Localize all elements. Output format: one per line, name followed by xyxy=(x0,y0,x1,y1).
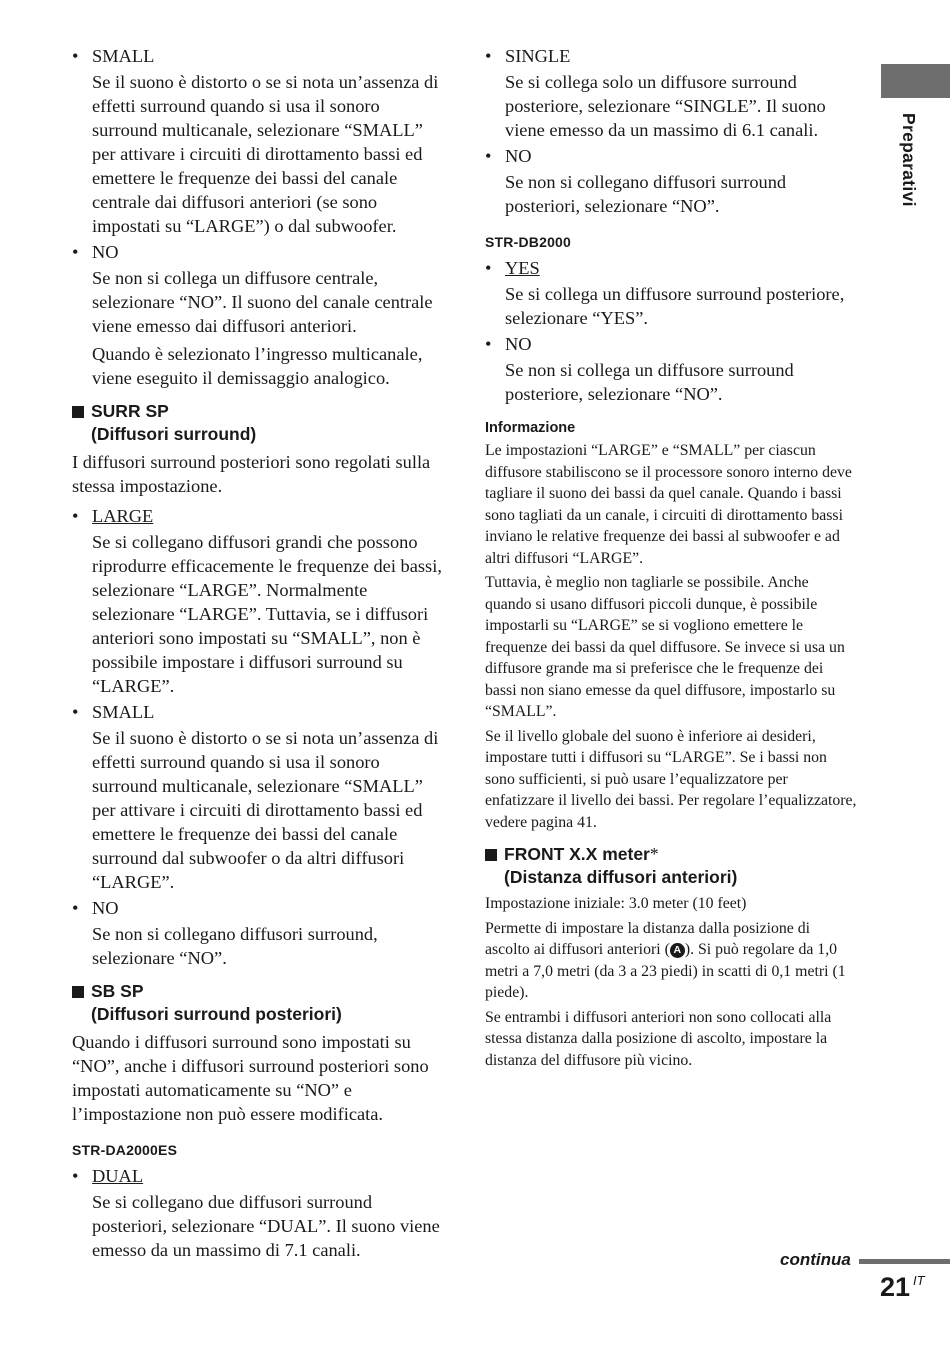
option-label: SMALL xyxy=(92,702,155,722)
option-description: Se non si collegano diffusori surround, selezionare “NO”. xyxy=(92,924,378,968)
heading-title: SB SP xyxy=(91,981,144,1001)
model-label: STR-DB2000 xyxy=(485,234,572,250)
option-single: • SINGLE xyxy=(485,46,571,66)
side-tab-label: Preparativi xyxy=(899,113,919,207)
option-no: • NO xyxy=(72,242,119,262)
square-bullet-icon xyxy=(72,406,84,418)
option-no: • NO xyxy=(485,146,532,166)
option-description: Se non si collega un diffusore surround posteriore, selezionare “NO”. xyxy=(505,360,794,404)
option-description: Se non si collega un diffusore centrale, selezionare “NO”. Il suono del canale centrale viene emesso dai diffusori anteriori. xyxy=(92,268,433,336)
option-description: Se si collega solo un diffusore surround posteriore, selezionare “SINGLE”. Il suono viene emesso da un massimo di 6.1 canali. xyxy=(505,72,826,140)
circle-a-icon: A xyxy=(670,943,685,958)
option-label: NO xyxy=(505,334,532,354)
option-label-default: DUAL xyxy=(92,1166,144,1186)
option-yes: • YES xyxy=(485,258,540,278)
heading-subtitle: (Diffusori surround posteriori) xyxy=(91,1004,342,1024)
heading-title: SURR SP xyxy=(91,401,169,421)
section-intro: Quando i diffusori surround sono impostati su “NO”, anche i diffusori surround posteriori sono impostati automaticamente su “NO” e l’impostazione non può essere modificata. xyxy=(72,1032,429,1124)
info-title: Informazione xyxy=(485,420,576,436)
option-description: Se si collegano diffusori grandi che possono riprodurre efficacemente le frequenze dei bassi, selezionare “LARGE”. Normalmente selezionare “LARGE”. Tuttavia, se i diffusori anteriori sono impostati su “SMALL”, non è possibile impostare i diffusori surround su “LARGE”. xyxy=(92,532,442,696)
continua-arrow-icon xyxy=(859,1259,950,1264)
option-label-default: LARGE xyxy=(92,506,154,526)
option-description: Se non si collegano diffusori surround posteriori, selezionare “NO”. xyxy=(505,172,787,216)
section-heading-sb-sp xyxy=(72,980,447,1026)
option-label: NO xyxy=(505,146,532,166)
section-heading-surr-sp xyxy=(72,400,447,446)
option-small: • SMALL xyxy=(72,702,155,722)
option-large: • LARGE xyxy=(72,506,154,526)
heading-title: FRONT X.X meter xyxy=(504,844,650,864)
option-description: Se il suono è distorto o se si nota un’assenza di effetti surround quando si usa il sonoro surround multicanale, selezionare “SMALL” per attivare i circuiti di dirottamento bassi ed emettere le frequenze dei bassi del canale surround dal subwoofer o da altri diffusori “LARGE”. xyxy=(92,728,439,892)
option-description: Se il suono è distorto o se si nota un’assenza di effetti surround quando si usa il sonoro surround multicanale, selezionare “SMALL” per attivare i circuiti di dirottamento bassi ed emettere le frequenze dei bassi del canale centrale dai diffusori anteriori (se sono impostati su “LARGE”) o dal subwoofer. xyxy=(92,72,439,236)
square-bullet-icon xyxy=(485,849,497,861)
section-intro: I diffusori surround posteriori sono regolati sulla stessa impostazione. xyxy=(72,452,431,496)
initial-setting: Impostazione iniziale: 3.0 meter (10 feet) xyxy=(485,895,747,912)
heading-subtitle: (Distanza diffusori anteriori) xyxy=(504,867,738,887)
right-column xyxy=(485,44,857,1074)
option-label-default: YES xyxy=(505,258,540,278)
option-no: • NO xyxy=(72,898,119,918)
page-language-suffix: IT xyxy=(913,1273,925,1288)
option-note: Quando è selezionato l’ingresso multicanale, viene eseguito il demissaggio analogico. xyxy=(92,344,423,388)
info-paragraph: Se il livello globale del suono è inferiore ai desideri, impostare tutti i diffusori su “LARGE”. Se i bassi non sono sufficienti, si può usare l’equalizzatore per enfatizzare il livello dei bassi. Per regolare l’equalizzatore, vedere pagina 41. xyxy=(485,727,857,831)
front-description-part: ). Si può regolare da 1,0 metri a 7,0 metri (da 3 a 23 piedi) in scatti di 0,1 metri (1 piede). xyxy=(485,941,846,1001)
option-label: NO xyxy=(92,242,119,262)
option-small: • SMALL xyxy=(72,46,155,66)
footnote-star: * xyxy=(649,844,659,864)
option-no: • NO xyxy=(485,334,532,354)
page-number: 21 xyxy=(880,1272,911,1302)
front-description xyxy=(485,918,857,1004)
option-dual: • DUAL xyxy=(72,1166,144,1186)
side-tab-marker xyxy=(881,64,950,98)
option-description: Se si collega un diffusore surround posteriore, selezionare “YES”. xyxy=(505,284,845,328)
option-label: NO xyxy=(92,898,119,918)
option-label: SMALL xyxy=(92,46,155,66)
model-label: STR-DA2000ES xyxy=(72,1142,178,1158)
heading-subtitle: (Diffusori surround) xyxy=(91,424,257,444)
front-note: Se entrambi i diffusori anteriori non sono collocati alla stessa distanza dalla posizione di ascolto, impostare la distanza del diffusore più vicino. xyxy=(485,1008,832,1069)
section-heading-front xyxy=(485,843,857,889)
left-column xyxy=(72,44,447,1264)
front-description-part: Permette di impostare la distanza dalla posizione di ascolto ai diffusori anteriori ( xyxy=(485,919,811,958)
square-bullet-icon xyxy=(72,986,84,998)
continua-label: continua xyxy=(780,1250,851,1269)
option-description: Se si collegano due diffusori surround posteriori, selezionare “DUAL”. Il suono viene emesso da un massimo di 7.1 canali. xyxy=(92,1192,440,1260)
info-paragraph: Le impostazioni “LARGE” e “SMALL” per ciascun diffusore stabiliscono se il processore sonoro interno deve tagliare il suono dei bassi da quel canale. Quando i bassi sono tagliati da un canale, i circuiti di dirottamento bassi inviano le relative frequenze dei bassi al subwoofer e ad altri diffusori “LARGE”. xyxy=(485,442,852,567)
info-paragraph: Tuttavia, è meglio non tagliarle se possibile. Anche quando si usano diffusori piccoli dunque, è possibile impostarli su “LARGE” se si vogliono emettere le frequenze dei bassi da quel diffusore. Se invece si usa un diffusore grande ma si preferisce che le frequenze dei bassi non siano emesse da quel diffusore, impostarlo su “SMALL”. xyxy=(485,574,845,720)
option-label: SINGLE xyxy=(505,46,571,66)
